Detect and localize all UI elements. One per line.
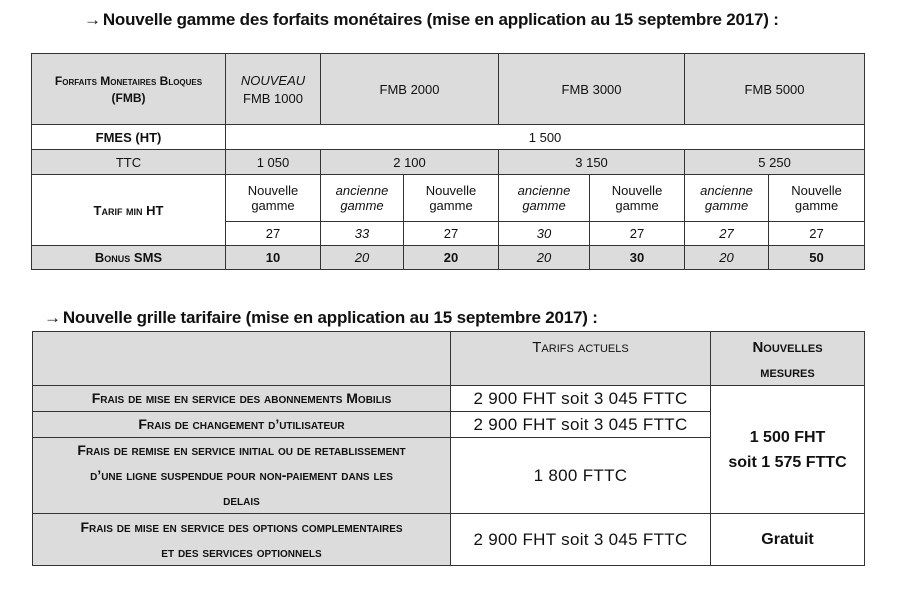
row-label bbox=[33, 514, 451, 566]
tarifs-actuels-header: Tarifs actuels bbox=[451, 332, 711, 386]
fmes-label: FMES (HT) bbox=[32, 125, 226, 150]
row-label-line: delais bbox=[223, 492, 260, 508]
bonus-value: 50 bbox=[769, 246, 865, 270]
forfaits-header-row bbox=[32, 54, 865, 125]
bonus-value: 20 bbox=[499, 246, 590, 270]
tarif-value: 27 bbox=[685, 222, 769, 246]
mesure-line: 1 500 FHT bbox=[749, 428, 826, 446]
fmb5000-header: FMB 5000 bbox=[685, 54, 865, 125]
gamme-word: gamme bbox=[429, 198, 473, 213]
fmb1000-label: FMB 1000 bbox=[243, 90, 303, 106]
forfaits-label: Forfaits Monetaires Bloques bbox=[54, 73, 203, 88]
row-label bbox=[33, 438, 451, 514]
nouveau-tag: NOUVEAU bbox=[240, 72, 306, 88]
nouvelles-mesures-header bbox=[711, 332, 865, 386]
tarifs-header-row bbox=[33, 332, 865, 386]
ttc-fmb5000: 5 250 bbox=[685, 150, 865, 175]
arrow-right-icon: → bbox=[44, 308, 61, 327]
mesures-label: mesures bbox=[760, 364, 815, 381]
row-label-line: et des services optionnels bbox=[161, 543, 322, 560]
section1-title: Nouvelle gamme des forfaits monétaires (mise en application au 15 septembre 2017) : bbox=[102, 10, 779, 29]
row-mesure: Gratuit bbox=[711, 514, 865, 566]
row-tarif: 2 900 FHT soit 3 045 FTTC bbox=[451, 386, 711, 412]
row-tarif: 1 800 FTTC bbox=[451, 438, 711, 514]
gamme-word: ancienne bbox=[700, 183, 753, 198]
gamme-word: Nouvelle bbox=[247, 183, 299, 198]
gamme-word: Nouvelle bbox=[611, 183, 663, 198]
gamme-word: gamme bbox=[340, 198, 384, 213]
gamme-word: Nouvelle bbox=[425, 183, 477, 198]
row-tarif: 2 900 FHT soit 3 045 FTTC bbox=[451, 412, 711, 438]
gamme-nouvelle-5000 bbox=[769, 175, 865, 222]
tarif-value: 27 bbox=[226, 222, 321, 246]
row-label-line: Frais de mise en service des options complementaires bbox=[80, 518, 403, 535]
forfaits-label-abbrev: (FMB) bbox=[111, 90, 146, 105]
ttc-fmb3000: 3 150 bbox=[499, 150, 685, 175]
fmb2000-header: FMB 2000 bbox=[321, 54, 499, 125]
fmb3000-header: FMB 3000 bbox=[499, 54, 685, 125]
bonus-label: Bonus SMS bbox=[32, 246, 226, 270]
tarif-row bbox=[33, 514, 865, 566]
bonus-value: 20 bbox=[404, 246, 499, 270]
tarifs-header-empty bbox=[33, 332, 451, 386]
gamme-nouvelle-1000 bbox=[226, 175, 321, 222]
gamme-ancienne-5000 bbox=[685, 175, 769, 222]
gamme-word: gamme bbox=[794, 198, 839, 213]
ttc-fmb1000: 1 050 bbox=[226, 150, 321, 175]
ttc-row bbox=[32, 150, 865, 175]
gamme-word: gamme bbox=[704, 198, 749, 213]
row-tarif: 2 900 FHT soit 3 045 FTTC bbox=[451, 514, 711, 566]
tarif-value: 27 bbox=[404, 222, 499, 246]
arrow-right-icon: → bbox=[84, 10, 101, 29]
row-label-line: d’une ligne suspendue pour non-paiement dans les bbox=[90, 467, 393, 483]
bonus-value: 20 bbox=[685, 246, 769, 270]
gamme-word: gamme bbox=[615, 198, 659, 213]
gamme-word: ancienne bbox=[335, 183, 389, 198]
gamme-word: gamme bbox=[522, 198, 566, 213]
gamme-word: gamme bbox=[251, 198, 295, 213]
tarif-row bbox=[33, 386, 865, 412]
gamme-nouvelle-3000 bbox=[590, 175, 685, 222]
gamme-ancienne-2000 bbox=[321, 175, 404, 222]
section2-heading bbox=[44, 308, 598, 328]
bonus-value: 10 bbox=[226, 246, 321, 270]
fmb1000-header bbox=[226, 54, 321, 125]
gamme-ancienne-3000 bbox=[499, 175, 590, 222]
tarif-label: Tarif min HT bbox=[32, 175, 226, 246]
gamme-nouvelle-2000 bbox=[404, 175, 499, 222]
gamme-word: Nouvelle bbox=[791, 183, 842, 198]
forfaits-table bbox=[31, 53, 865, 270]
tarif-value: 33 bbox=[321, 222, 404, 246]
row-label: Frais de mise en service des abonnements Mobilis bbox=[33, 386, 451, 412]
tarifs-table bbox=[32, 331, 865, 566]
bonus-row bbox=[32, 246, 865, 270]
ttc-label: TTC bbox=[32, 150, 226, 175]
tarif-value: 27 bbox=[590, 222, 685, 246]
nouvelle-mesure-merged bbox=[711, 386, 865, 514]
ttc-fmb2000: 2 100 bbox=[321, 150, 499, 175]
mesure-line: soit 1 575 FTTC bbox=[728, 453, 847, 471]
row-label-line: Frais de remise en service initial ou de retablissement bbox=[77, 442, 406, 458]
fmes-value: 1 500 bbox=[226, 125, 865, 150]
gamme-word: ancienne bbox=[517, 183, 571, 198]
section2-title: Nouvelle grille tarifaire (mise en application au 15 septembre 2017) : bbox=[62, 308, 598, 327]
forfaits-label-cell bbox=[32, 54, 226, 125]
bonus-value: 30 bbox=[590, 246, 685, 270]
section1-heading bbox=[84, 10, 779, 30]
tarif-value: 27 bbox=[769, 222, 865, 246]
tarif-row-a bbox=[32, 175, 865, 222]
row-label: Frais de changement d’utilisateur bbox=[33, 412, 451, 438]
tarif-value: 30 bbox=[499, 222, 590, 246]
bonus-value: 20 bbox=[321, 246, 404, 270]
fmes-row bbox=[32, 125, 865, 150]
nouvelles-label: Nouvelles bbox=[752, 339, 823, 356]
